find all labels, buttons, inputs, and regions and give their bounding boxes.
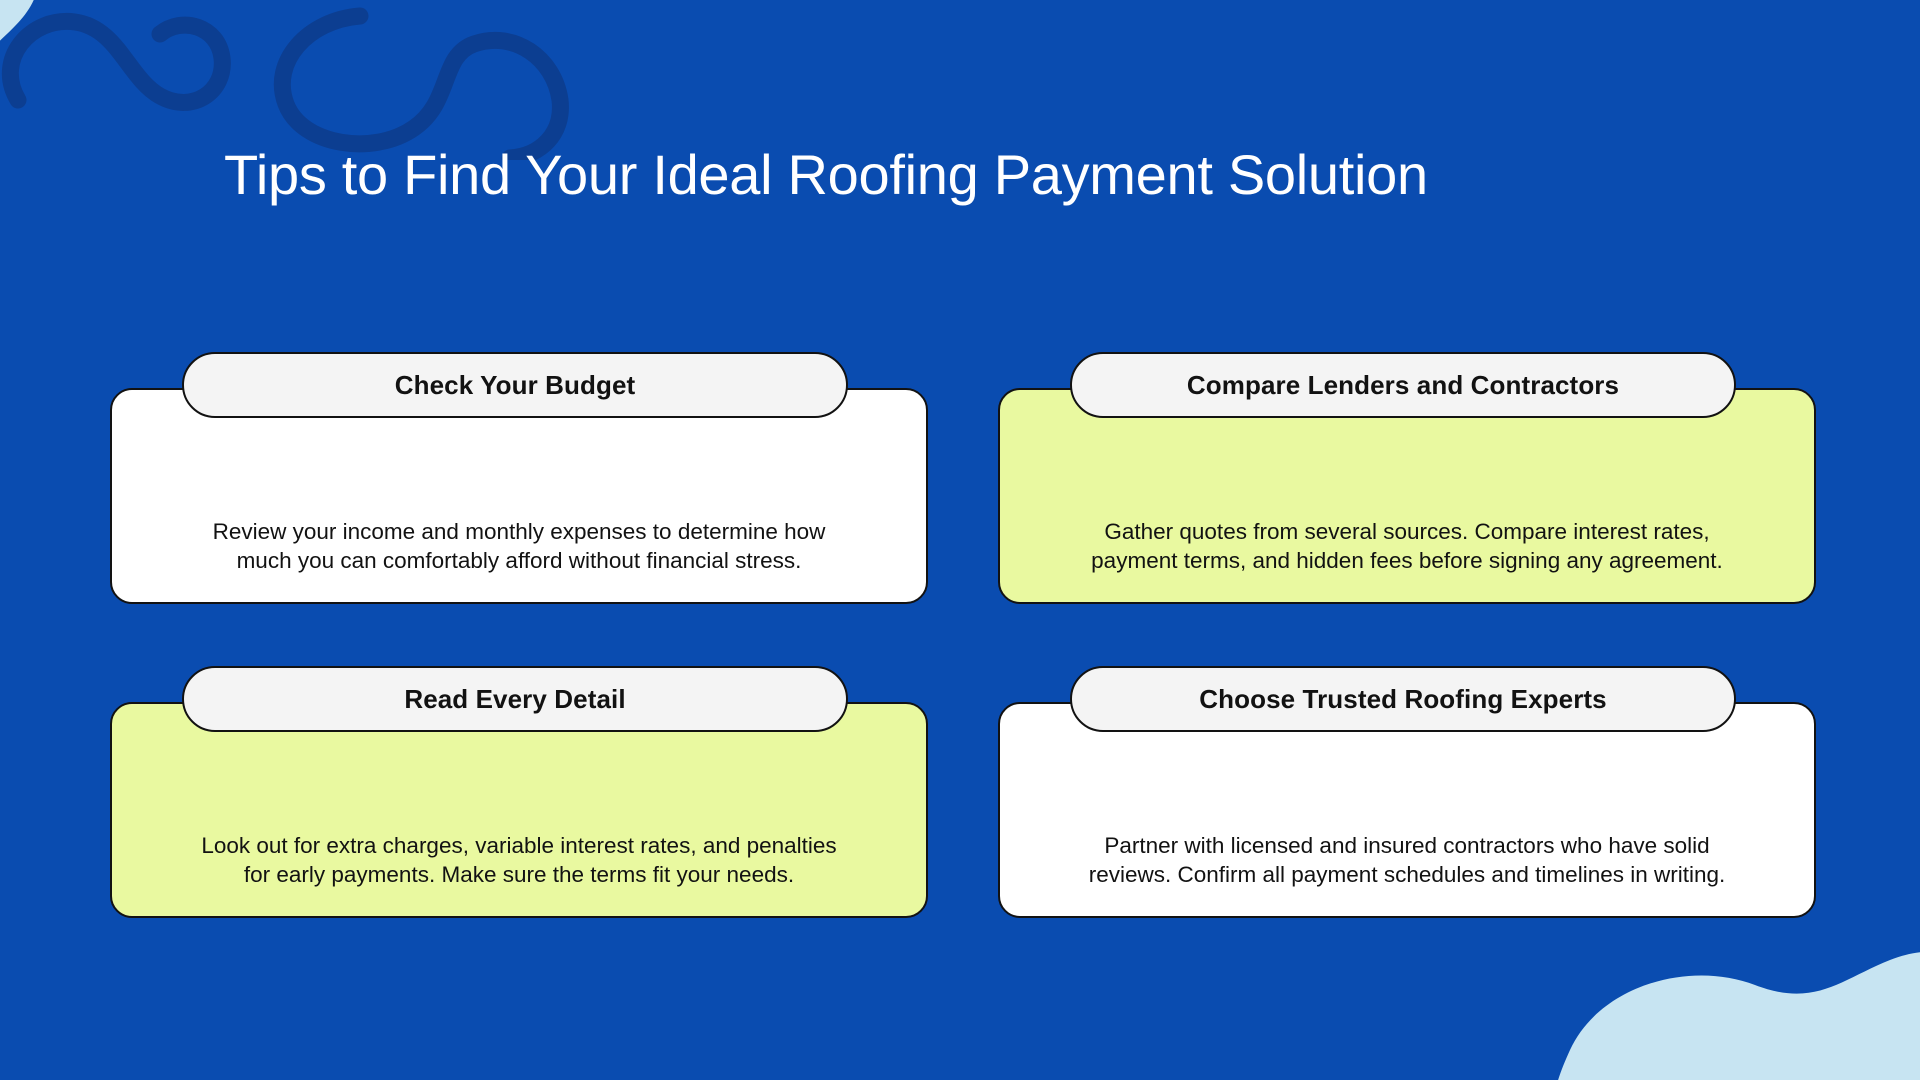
tip-card-1-header (182, 352, 848, 418)
tip-card-2-body (998, 388, 1816, 604)
swirl-top-right-decoration (0, 0, 260, 160)
tip-card-1 (110, 352, 928, 610)
swirl-bottom-left-decoration (264, 0, 594, 160)
tips-grid (110, 352, 1816, 924)
tip-card-2-header (1070, 352, 1736, 418)
tip-card-4 (998, 666, 1816, 924)
tip-card-3-header (182, 666, 848, 732)
tip-card-3-description: Look out for extra charges, variable interest rates, and penalties for early payments. Make sure the terms fit your needs. (201, 832, 837, 888)
tip-card-2-description: Gather quotes from several sources. Compare interest rates, payment terms, and hidden fees before signing any agreement. (1091, 518, 1723, 574)
tip-card-4-title: Choose Trusted Roofing Experts (1199, 683, 1607, 714)
tip-card-1-title: Check Your Budget (394, 369, 636, 400)
tip-card-2-title: Compare Lenders and Contractors (1186, 369, 1620, 400)
tip-card-3-body (110, 702, 928, 918)
page-title: Tips to Find Your Ideal Roofing Payment Solution (224, 143, 1428, 206)
tip-card-3-title: Read Every Detail (404, 683, 626, 714)
tip-card-1-description: Review your income and monthly expenses to determine how much you can comfortably afford without financial stress. (212, 518, 826, 574)
tip-card-4-description: Partner with licensed and insured contractors who have solid reviews. Confirm all payment schedules and timelines in writing. (1088, 832, 1726, 888)
tip-card-3 (110, 666, 928, 924)
tip-card-4-header (1070, 666, 1736, 732)
tip-card-4-body (998, 702, 1816, 918)
tip-card-1-body (110, 388, 928, 604)
tip-card-2 (998, 352, 1816, 610)
